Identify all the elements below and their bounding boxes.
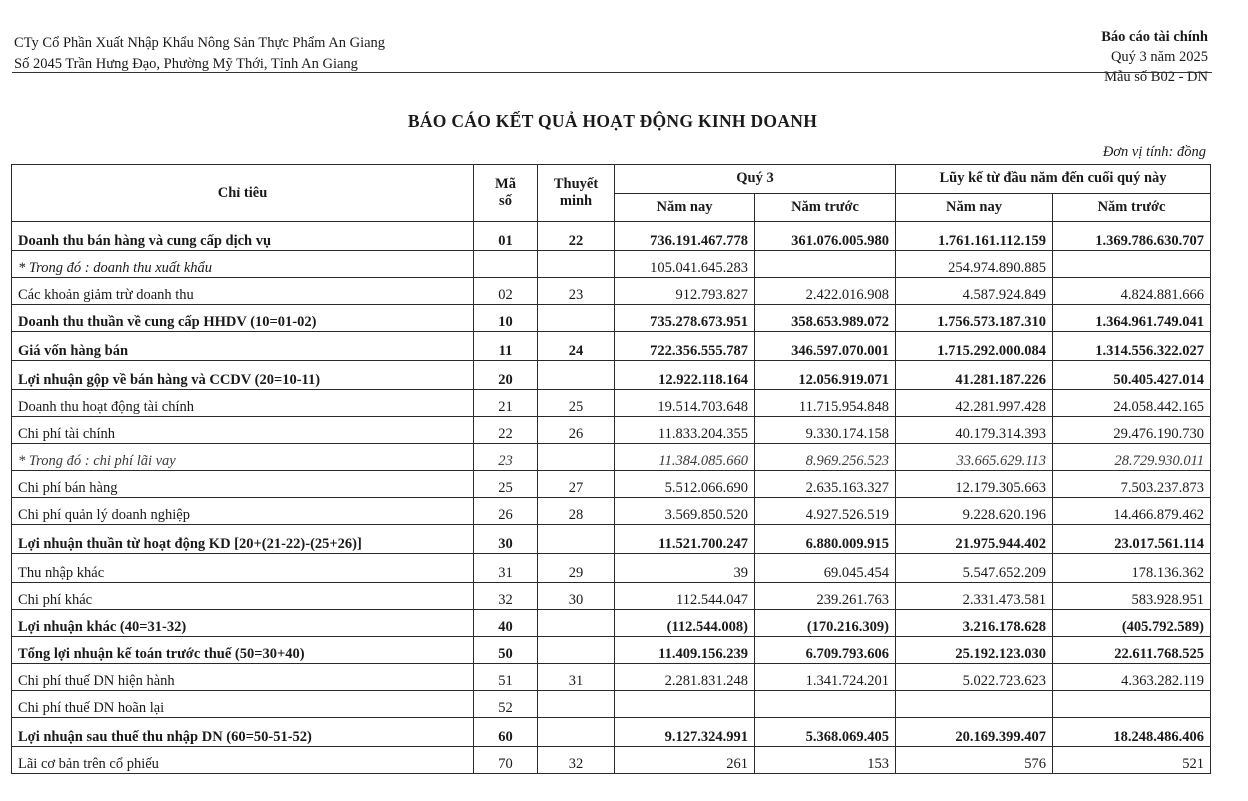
row-label: * Trong đó : doanh thu xuất khẩu [12, 251, 474, 278]
row-quarter-last-year: 2.422.016.908 [755, 278, 896, 305]
row-note: 26 [538, 417, 615, 444]
header-ytd-this-year: Năm nay [896, 193, 1053, 222]
row-code: 21 [474, 390, 538, 417]
row-ytd-last-year: 1.314.556.322.027 [1053, 332, 1211, 361]
row-quarter-last-year: 4.927.526.519 [755, 498, 896, 525]
row-ytd-this-year: 40.179.314.393 [896, 417, 1053, 444]
row-label: Lợi nhuận khác (40=31-32) [12, 610, 474, 637]
header-divider [12, 72, 1212, 73]
row-quarter-last-year: (170.216.309) [755, 610, 896, 637]
row-quarter-last-year: 69.045.454 [755, 554, 896, 583]
table-row [12, 278, 1211, 305]
table-row [12, 332, 1211, 361]
row-quarter-this-year [615, 691, 755, 718]
row-quarter-this-year: 19.514.703.648 [615, 390, 755, 417]
row-quarter-last-year [755, 691, 896, 718]
header-item: Chỉ tiêu [12, 165, 474, 222]
row-ytd-last-year: 4.824.881.666 [1053, 278, 1211, 305]
row-ytd-last-year: 28.729.930.011 [1053, 444, 1211, 471]
row-quarter-last-year: 358.653.989.072 [755, 305, 896, 332]
company-info [14, 33, 385, 75]
row-code: 25 [474, 471, 538, 498]
row-quarter-this-year: 112.544.047 [615, 583, 755, 610]
row-code: 70 [474, 747, 538, 774]
row-quarter-last-year: 2.635.163.327 [755, 471, 896, 498]
table-row [12, 718, 1211, 747]
row-ytd-this-year: 41.281.187.226 [896, 361, 1053, 390]
row-code: 10 [474, 305, 538, 332]
row-ytd-this-year: 1.715.292.000.084 [896, 332, 1053, 361]
row-ytd-last-year: 521 [1053, 747, 1211, 774]
row-quarter-last-year: 11.715.954.848 [755, 390, 896, 417]
row-code: 52 [474, 691, 538, 718]
row-quarter-last-year [755, 251, 896, 278]
row-label: Giá vốn hàng bán [12, 332, 474, 361]
row-ytd-this-year [896, 691, 1053, 718]
row-note: 28 [538, 498, 615, 525]
row-note [538, 691, 615, 718]
row-note [538, 444, 615, 471]
row-note: 32 [538, 747, 615, 774]
row-ytd-this-year: 33.665.629.113 [896, 444, 1053, 471]
row-quarter-this-year: 722.356.555.787 [615, 332, 755, 361]
row-quarter-last-year: 153 [755, 747, 896, 774]
table-row [12, 691, 1211, 718]
row-quarter-this-year: 735.278.673.951 [615, 305, 755, 332]
row-label: Các khoản giảm trừ doanh thu [12, 278, 474, 305]
row-quarter-this-year: 912.793.827 [615, 278, 755, 305]
row-quarter-this-year: 12.922.118.164 [615, 361, 755, 390]
row-note [538, 305, 615, 332]
row-code: 30 [474, 525, 538, 554]
row-ytd-this-year: 20.169.399.407 [896, 718, 1053, 747]
row-ytd-this-year: 25.192.123.030 [896, 637, 1053, 664]
row-label: Tổng lợi nhuận kế toán trước thuế (50=30+40) [12, 637, 474, 664]
header-code-line1: Mã [495, 176, 516, 192]
row-label: Lợi nhuận thuần từ hoạt động KD [20+(21-22)-(25+26)] [12, 525, 474, 554]
header-quarter-this-year: Năm nay [615, 193, 755, 222]
row-note [538, 525, 615, 554]
row-quarter-last-year: 361.076.005.980 [755, 222, 896, 251]
report-type: Báo cáo tài chính [1101, 29, 1208, 45]
row-note: 29 [538, 554, 615, 583]
row-label: Lợi nhuận gộp về bán hàng và CCDV (20=10-11) [12, 361, 474, 390]
header-note-line1: Thuyết [553, 176, 599, 192]
header-code-line2: số [499, 193, 512, 209]
row-ytd-this-year: 1.756.573.187.310 [896, 305, 1053, 332]
row-ytd-last-year: 4.363.282.119 [1053, 664, 1211, 691]
table-row [12, 361, 1211, 390]
row-quarter-last-year: 1.341.724.201 [755, 664, 896, 691]
row-quarter-this-year: 105.041.645.283 [615, 251, 755, 278]
income-statement-table [11, 164, 1211, 774]
row-ytd-last-year: 50.405.427.014 [1053, 361, 1211, 390]
row-ytd-last-year: 18.248.486.406 [1053, 718, 1211, 747]
row-quarter-this-year: 39 [615, 554, 755, 583]
table-row [12, 664, 1211, 691]
row-ytd-this-year: 21.975.944.402 [896, 525, 1053, 554]
row-ytd-this-year: 2.331.473.581 [896, 583, 1053, 610]
header-ytd-last-year: Năm trước [1053, 193, 1211, 222]
row-quarter-this-year: 736.191.467.778 [615, 222, 755, 251]
row-ytd-last-year [1053, 691, 1211, 718]
row-label: * Trong đó : chi phí lãi vay [12, 444, 474, 471]
header-note-line2: minh [559, 193, 593, 209]
row-ytd-this-year: 4.587.924.849 [896, 278, 1053, 305]
row-ytd-this-year: 9.228.620.196 [896, 498, 1053, 525]
header-code [474, 165, 538, 222]
row-ytd-this-year: 5.547.652.209 [896, 554, 1053, 583]
row-ytd-last-year: 24.058.442.165 [1053, 390, 1211, 417]
row-code: 23 [474, 444, 538, 471]
row-note [538, 251, 615, 278]
row-note [538, 718, 615, 747]
row-quarter-last-year: 8.969.256.523 [755, 444, 896, 471]
row-ytd-last-year: 14.466.879.462 [1053, 498, 1211, 525]
row-ytd-last-year: 7.503.237.873 [1053, 471, 1211, 498]
row-quarter-this-year: 3.569.850.520 [615, 498, 755, 525]
row-ytd-this-year: 576 [896, 747, 1053, 774]
table-row [12, 498, 1211, 525]
row-ytd-this-year: 5.022.723.623 [896, 664, 1053, 691]
row-label: Doanh thu thuần về cung cấp HHDV (10=01-02) [12, 305, 474, 332]
table-row [12, 525, 1211, 554]
company-address: Số 2045 Trần Hưng Đạo, Phường Mỹ Thới, Tỉnh An Giang [14, 56, 358, 72]
row-quarter-last-year: 239.261.763 [755, 583, 896, 610]
row-note: 27 [538, 471, 615, 498]
row-code: 50 [474, 637, 538, 664]
table-row [12, 583, 1211, 610]
row-ytd-this-year: 254.974.890.885 [896, 251, 1053, 278]
table-row [12, 471, 1211, 498]
row-note: 30 [538, 583, 615, 610]
row-note [538, 361, 615, 390]
table-row [12, 390, 1211, 417]
row-note: 24 [538, 332, 615, 361]
row-ytd-last-year: 22.611.768.525 [1053, 637, 1211, 664]
company-name: CTy Cổ Phần Xuất Nhập Khẩu Nông Sản Thực Phẩm An Giang [14, 35, 386, 51]
row-note [538, 637, 615, 664]
row-code: 31 [474, 554, 538, 583]
row-label: Doanh thu bán hàng và cung cấp dịch vụ [12, 222, 474, 251]
row-ytd-this-year: 1.761.161.112.159 [896, 222, 1053, 251]
row-code: 01 [474, 222, 538, 251]
row-ytd-last-year: 583.928.951 [1053, 583, 1211, 610]
table-row [12, 444, 1211, 471]
row-label: Chi phí tài chính [12, 417, 474, 444]
row-label: Chi phí bán hàng [12, 471, 474, 498]
row-note: 22 [538, 222, 615, 251]
table-row [12, 610, 1211, 637]
row-quarter-last-year: 346.597.070.001 [755, 332, 896, 361]
report-info [1101, 27, 1208, 87]
table-body [12, 222, 1211, 774]
row-label: Lợi nhuận sau thuế thu nhập DN (60=50-51-52) [12, 718, 474, 747]
row-label: Lãi cơ bản trên cổ phiếu [12, 747, 474, 774]
report-title: BÁO CÁO KẾT QUẢ HOẠT ĐỘNG KINH DOANH [407, 111, 818, 131]
currency-unit: Đơn vị tính: đồng [1102, 144, 1206, 160]
row-ytd-this-year: 42.281.997.428 [896, 390, 1053, 417]
table-row [12, 251, 1211, 278]
row-ytd-last-year [1053, 251, 1211, 278]
row-label: Thu nhập khác [12, 554, 474, 583]
table-row [12, 554, 1211, 583]
row-quarter-last-year: 9.330.174.158 [755, 417, 896, 444]
row-code: 51 [474, 664, 538, 691]
row-quarter-this-year: 261 [615, 747, 755, 774]
row-ytd-last-year: 23.017.561.114 [1053, 525, 1211, 554]
row-label: Chi phí thuế DN hiện hành [12, 664, 474, 691]
row-ytd-last-year: 178.136.362 [1053, 554, 1211, 583]
row-note: 23 [538, 278, 615, 305]
row-quarter-this-year: 9.127.324.991 [615, 718, 755, 747]
row-code: 40 [474, 610, 538, 637]
row-quarter-this-year: 11.521.700.247 [615, 525, 755, 554]
row-note [538, 610, 615, 637]
row-code: 22 [474, 417, 538, 444]
row-quarter-last-year: 6.880.009.915 [755, 525, 896, 554]
row-ytd-this-year: 3.216.178.628 [896, 610, 1053, 637]
row-quarter-this-year: (112.544.008) [615, 610, 755, 637]
row-note: 25 [538, 390, 615, 417]
report-period: Quý 3 năm 2025 [1110, 49, 1208, 65]
table-row [12, 747, 1211, 774]
row-quarter-this-year: 11.409.156.239 [615, 637, 755, 664]
header-ytd: Lũy kế từ đầu năm đến cuối quý này [896, 165, 1211, 194]
row-ytd-this-year: 12.179.305.663 [896, 471, 1053, 498]
row-code: 20 [474, 361, 538, 390]
header-note [538, 165, 615, 222]
row-code: 11 [474, 332, 538, 361]
row-quarter-this-year: 11.833.204.355 [615, 417, 755, 444]
row-code [474, 251, 538, 278]
row-label: Doanh thu hoạt động tài chính [12, 390, 474, 417]
header-quarter-last-year: Năm trước [755, 193, 896, 222]
report-form: Mẫu số B02 - DN [1104, 69, 1208, 85]
row-quarter-last-year: 12.056.919.071 [755, 361, 896, 390]
row-ytd-last-year: 1.369.786.630.707 [1053, 222, 1211, 251]
header-quarter: Quý 3 [615, 165, 896, 194]
row-label: Chi phí thuế DN hoãn lại [12, 691, 474, 718]
row-code: 32 [474, 583, 538, 610]
table-row [12, 305, 1211, 332]
row-quarter-last-year: 6.709.793.606 [755, 637, 896, 664]
row-label: Chi phí quản lý doanh nghiệp [12, 498, 474, 525]
row-quarter-this-year: 11.384.085.660 [615, 444, 755, 471]
row-note: 31 [538, 664, 615, 691]
row-ytd-last-year: (405.792.589) [1053, 610, 1211, 637]
table-row [12, 417, 1211, 444]
table-row [12, 222, 1211, 251]
row-code: 60 [474, 718, 538, 747]
row-code: 26 [474, 498, 538, 525]
row-ytd-last-year: 1.364.961.749.041 [1053, 305, 1211, 332]
row-quarter-this-year: 5.512.066.690 [615, 471, 755, 498]
row-quarter-last-year: 5.368.069.405 [755, 718, 896, 747]
row-code: 02 [474, 278, 538, 305]
row-quarter-this-year: 2.281.831.248 [615, 664, 755, 691]
row-label: Chi phí khác [12, 583, 474, 610]
row-ytd-last-year: 29.476.190.730 [1053, 417, 1211, 444]
table-row [12, 637, 1211, 664]
